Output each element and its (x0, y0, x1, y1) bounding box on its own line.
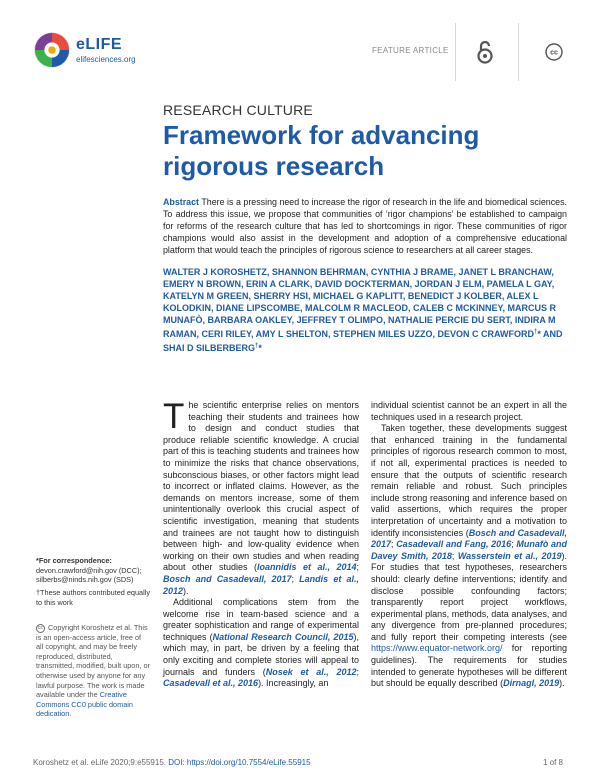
equal-contribution-mark: † (255, 343, 259, 349)
footer-citation: Koroshetz et al. eLife 2020;9:e55915. DOI: https://doi.org/10.7554/eLife.55915 (33, 758, 311, 767)
article-title: Framework for advancing rigorous research (163, 120, 480, 181)
author-list[interactable] (163, 266, 567, 354)
abstract (163, 196, 567, 256)
citation-link[interactable]: Wasserstein et al., 2019 (457, 550, 562, 561)
equator-network-link[interactable]: https://www.equator-network.org/ (371, 643, 503, 654)
abstract-text: There is a pressing need to increase the rigor of research in the life and biomedical sciences. To address this issue, we propose that communities of ‘rigor champions’ be established to campaign for reforms of the research culture that has led to shortcomings in rigor. These communities of rigor champions would also assist in the development and adoption of a comprehensive educational platform that would teach the principles of rigorous science to researchers at all career stages. (163, 197, 567, 255)
paragraph: individual scientist cannot be an expert in all the techniques used in a research project. (371, 400, 567, 422)
citation-link[interactable]: Casadevall et al., 2016 (163, 678, 259, 689)
equal-contribution-mark: † (534, 329, 538, 335)
citation-link[interactable]: Bosch and Casadevall, 2017 (371, 527, 567, 550)
header-divider (518, 23, 519, 81)
authors-last: AND SHAI D SILBERBERG (163, 329, 563, 353)
citation-link[interactable]: Landis et al., 2012 (163, 573, 359, 596)
correspondence-note (36, 556, 150, 585)
open-access-icon (476, 39, 494, 65)
creative-commons-icon (545, 43, 563, 61)
article-type-label: FEATURE ARTICLE (372, 46, 449, 55)
paragraph: Additional complications stem from the welcome rise in team-based science and a greater sophistication and range of experimental techniques (National Research Council, 2015), which may, in part, be driven by a feeling that only exciting and complete stories will appeal to journals and funders (Nosek et al., 2012; Casadevall et al., 2016). Increasingly, an (163, 597, 359, 689)
citation-link[interactable]: Dirnagl, 2019 (503, 678, 560, 689)
authors-main: WALTER J KOROSHETZ, SHANNON BEHRMAN, CYNTHIA J BRAME, JANET L BRANCHAW, EMERY N BROWN, ERIN A CLARK, DAVID DOCKTERMAN, JORDAN J ELM, PAMELA L GAY, KATELYN M GREEN, SHERRY HSI, MICHAEL G KAPLITT, BENEDICT J KOLBER, ALEX L KOLODKIN, DIANE LIPSCOMBE, MALCOLM R MACLEOD, CALEB C MCKINNEY, MARCUS R MUNAFÒ, BARBARA OAKLEY, JEFFREY T OLIMPO, NATHALIE PERCIE DU SERT, INDIRA M RAMAN, CERI RILEY, AMY L SHELTON, STEPHEN MILES UZZO, DEVON C CRAWFORD (163, 267, 556, 339)
copyright-note: cc Copyright Koroshetz et al. This is an open-access article, free of all copyright, and may be freely reproduced, distributed, transmitted, modified, built upon, or otherwise used by anyone for any lawful purpose. The work is made available under the Creative Commons CC0 public domain dedication. (36, 623, 150, 719)
correspondence-emails: devon.crawford@nih.gov (DCC); silberbs@ninds.nih.gov (SDS) (36, 565, 142, 585)
cc-small-icon: cc (38, 624, 43, 631)
abstract-label: Abstract (163, 197, 200, 207)
drop-cap: T (163, 397, 185, 436)
cc0-link[interactable]: Creative Commons CC0 public domain dedication (36, 690, 133, 719)
citation-link[interactable]: Bosch and Casadevall, 2017 (163, 573, 292, 584)
citation-link[interactable]: Nosek et al., 2012 (265, 666, 357, 677)
page-number: 1 of 8 (542, 758, 563, 767)
corresponding-mark: * (258, 343, 262, 353)
citation-link[interactable]: Munafò and Davey Smith, 2018 (371, 539, 567, 561)
correspondence-label: *For correspondence: (36, 556, 112, 565)
cc-text: cc (550, 49, 558, 57)
doi-link[interactable]: DOI: https://doi.org/10.7554/eLife.55915 (168, 758, 311, 767)
citation-link[interactable]: Ioannidis et al., 2014 (257, 562, 357, 573)
citation-link[interactable]: Casadevall and Fang, 2016 (396, 539, 512, 550)
paragraph: The scientific enterprise relies on mentors teaching their students and trainees how to design and conduct studies that produce reliable scientific knowledge. A crucial part of this is teaching students and trainees how to minimize the risks that chance observations, subconscious biases, or other factors might lead to incorrect or inflated claims. However, as the demands on mentors increase, some of them unintentionally overlook this crucial aspect of scientific investigation, meaning that students and trainees are not taught how to distinguish between high- and low-quality evidence when working on their own studies and when reading about other studies (Ioannidis et al., 2014; Bosch and Casadevall, 2017; Landis et al., 2012). (163, 397, 359, 596)
brand-url[interactable]: elifesciences.org (76, 55, 136, 64)
brand-name[interactable]: eLIFE (76, 36, 123, 53)
body-column-2 (371, 400, 567, 690)
copyright-text: Copyright Koroshetz et al. This is an open-access article, free of all copyright, and may be freely reproduced, distributed, transmitted, modified, built upon, or otherwise used by anyone for any lawful purpose. The work is made available under the (36, 623, 150, 700)
elife-logo-icon (33, 31, 71, 69)
section-kicker: RESEARCH CULTURE (163, 102, 313, 118)
corresponding-mark: * (537, 329, 541, 339)
header-divider (455, 23, 456, 81)
citation-link[interactable]: National Research Council, 2015 (212, 631, 354, 642)
equal-contribution-note: †These authors contributed equally to this work (36, 588, 150, 607)
paragraph: Taken together, these developments suggest that enhanced training in the fundamental principles of rigorous research common to most, if not all, experimental practices is needed to ensure that the outputs of scientific research remain reliable and robust. Such principles include strong reasoning and inference based on valid assertions, which requires the proper interpretation of uncertainty and a motivation to identify inconsistencies (Bosch and Casadevall, 2017; Casadevall and Fang, 2016; Munafò and Davey Smith, 2018; Wasserstein et al., 2019). For studies that test hypotheses, researchers should: clearly define interventions; identify and disclose possible confounding factors; transparently report project workflows, experimental plans, methods, data analyses, and any divergence from pre-planned procedures; and fully report their competing interests (see https://www.equator-network.org/ for reporting guidelines). The requirements for studies intended to generate hypotheses will be different but should be equally described (Dirnagl, 2019). (371, 423, 567, 689)
body-column-1 (163, 397, 359, 690)
